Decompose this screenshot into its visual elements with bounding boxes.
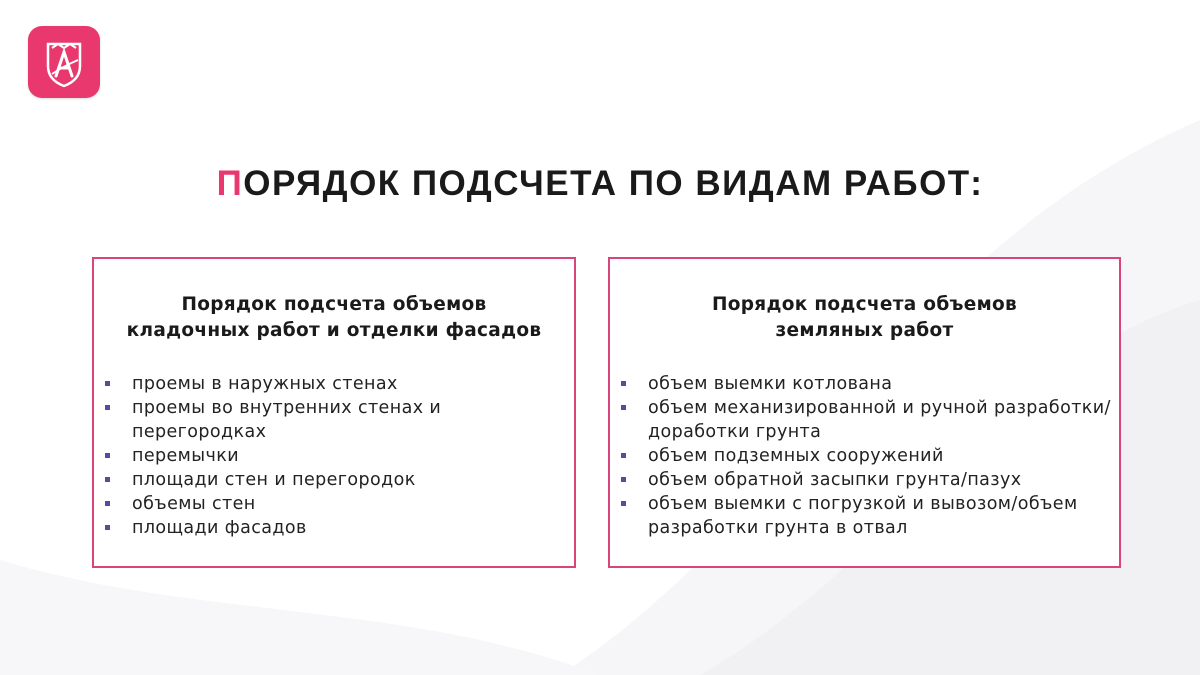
earthworks-card [608,257,1121,568]
card-heading [610,292,1119,344]
square-bullet-icon [621,477,626,482]
list-item: площади фасадов [104,516,564,540]
square-bullet-icon [105,453,110,458]
university-crest-icon [28,26,100,98]
list-item: объем выемки с погрузкой и вывозом/объем разработки грунта в отвал [620,492,1115,540]
bullet-list [620,372,1115,540]
square-bullet-icon [621,501,626,506]
list-item: объемы стен [104,492,564,516]
list-item: перемычки [104,444,564,468]
list-item: площади стен и перегородок [104,468,564,492]
list-item: объем подземных сооружений [620,444,1115,468]
square-bullet-icon [105,477,110,482]
slide-title-text: ОРЯДОК ПОДСЧЕТА ПО ВИДАМ РАБОТ: [243,164,984,203]
square-bullet-icon [105,525,110,530]
slide-title-accent-letter: П [216,164,244,203]
masonry-facade-card [92,257,576,568]
list-item: объем обратной засыпки грунта/пазух [620,468,1115,492]
square-bullet-icon [105,381,110,386]
square-bullet-icon [621,453,626,458]
slide-title [0,160,1200,208]
square-bullet-icon [105,501,110,506]
card-heading-line-1: Порядок подсчета объемов [181,294,487,315]
list-item: объем выемки котлована [620,372,1115,396]
square-bullet-icon [105,405,110,410]
square-bullet-icon [621,381,626,386]
square-bullet-icon [621,405,626,410]
card-heading [94,292,574,344]
list-item: проемы в наружных стенах [104,372,564,396]
bullet-list [104,372,564,540]
logo [28,26,100,98]
list-item: объем механизированной и ручной разработки/доработки грунта [620,396,1115,444]
card-heading-line-2: кладочных работ и отделки фасадов [126,320,542,341]
list-item: проемы во внутренних стенах и перегородках [104,396,564,444]
card-heading-line-1: Порядок подсчета объемов [711,294,1018,315]
card-heading-line-2: земляных работ [775,320,954,341]
